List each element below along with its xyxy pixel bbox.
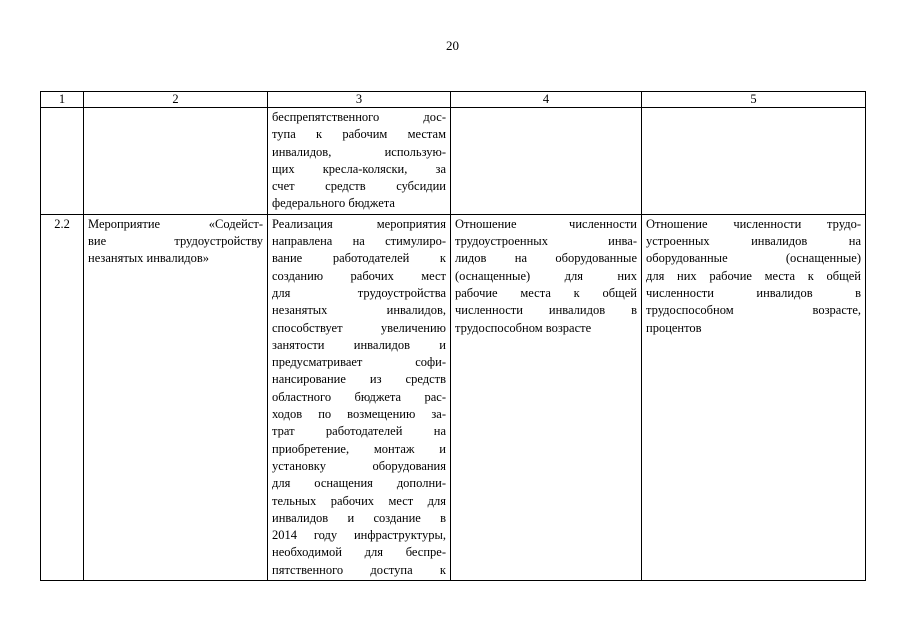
text-line: тупа к рабочим местам	[272, 127, 446, 142]
text-line: Мероприятие «Содейст-	[88, 216, 263, 231]
text-line: процентов	[646, 320, 702, 335]
cont-col-3	[268, 108, 451, 215]
text-line: незанятых инвалидов»	[88, 251, 210, 266]
text-line: рабочие места к общей	[455, 285, 637, 300]
header-col-2: 2	[84, 92, 268, 108]
text-line: (оснащенные) для них	[455, 268, 637, 283]
text-line: Отношение численности	[455, 216, 637, 231]
text-line: щих кресла-коляски, за	[272, 161, 446, 176]
text-line: установку оборудования	[272, 458, 446, 473]
row-2-2	[41, 214, 866, 580]
text-line: оборудованные (оснащенные)	[646, 251, 861, 266]
text-line: предусматривает софи-	[272, 355, 446, 370]
text-line: для них рабочие места к общей	[646, 268, 861, 283]
text-line: вание работодателей к	[272, 251, 446, 266]
cont-col-2	[84, 108, 268, 215]
text-line: созданию рабочих мест	[272, 268, 446, 283]
text-line: для трудоустройства	[272, 285, 446, 300]
text-line: Реализация мероприятия	[272, 216, 446, 231]
text-line: лидов на оборудованные	[455, 251, 637, 266]
header-col-4: 4	[451, 92, 642, 108]
text-line: приобретение, монтаж и	[272, 441, 446, 456]
text-line: занятости инвалидов и	[272, 337, 446, 352]
text-line: нансирование из средств	[272, 372, 446, 387]
measures-table	[40, 91, 866, 581]
measure-description-cell	[268, 214, 451, 580]
text-line: устроенных инвалидов на	[646, 234, 861, 249]
text-line: трудоспособном возрасте,	[646, 303, 861, 318]
text-line: необходимой для беспре-	[272, 545, 446, 560]
text-line: ходов по возмещению за-	[272, 407, 446, 422]
text-line: федерального бюджета	[272, 196, 395, 211]
page-number: 20	[446, 38, 459, 53]
text-line: вие трудоустройству	[88, 234, 263, 249]
header-col-3: 3	[268, 92, 451, 108]
text-line: областного бюджета рас-	[272, 389, 446, 404]
text-line: численности инвалидов в	[455, 303, 637, 318]
text-line: незанятых инвалидов,	[272, 303, 446, 318]
text-line: пятственного доступа к	[272, 562, 446, 577]
text-line: численности инвалидов в	[646, 285, 861, 300]
text-line: для оснащения дополни-	[272, 476, 446, 491]
text-line: трат работодателей на	[272, 424, 446, 439]
row-number: 2.2	[41, 214, 84, 580]
indicator-cell	[451, 214, 642, 580]
indicator-unit-cell	[642, 214, 866, 580]
text-line: Отношение численности трудо-	[646, 216, 861, 231]
text-line: направлена на стимулиро-	[272, 234, 446, 249]
text-line: беспрепятственного дос-	[272, 110, 446, 124]
text-line: трудоспособном возрасте	[455, 320, 592, 335]
continuation-row	[41, 108, 866, 215]
text-line: тельных рабочих мест для	[272, 493, 446, 508]
cont-col-1	[41, 108, 84, 215]
text-line: счет средств субсидии	[272, 179, 446, 194]
text-line: инвалидов, использую-	[272, 144, 446, 159]
cont-col-4	[451, 108, 642, 215]
text-line: инвалидов и создание в	[272, 510, 446, 525]
header-col-1: 1	[41, 92, 84, 108]
cont-col-5	[642, 108, 866, 215]
text-line: способствует увеличению	[272, 320, 446, 335]
text-line: 2014 году инфраструктуры,	[272, 528, 446, 543]
header-col-5: 5	[642, 92, 866, 108]
text-line: трудоустроенных инва-	[455, 234, 637, 249]
header-row	[41, 92, 866, 108]
measure-name-cell	[84, 214, 268, 580]
